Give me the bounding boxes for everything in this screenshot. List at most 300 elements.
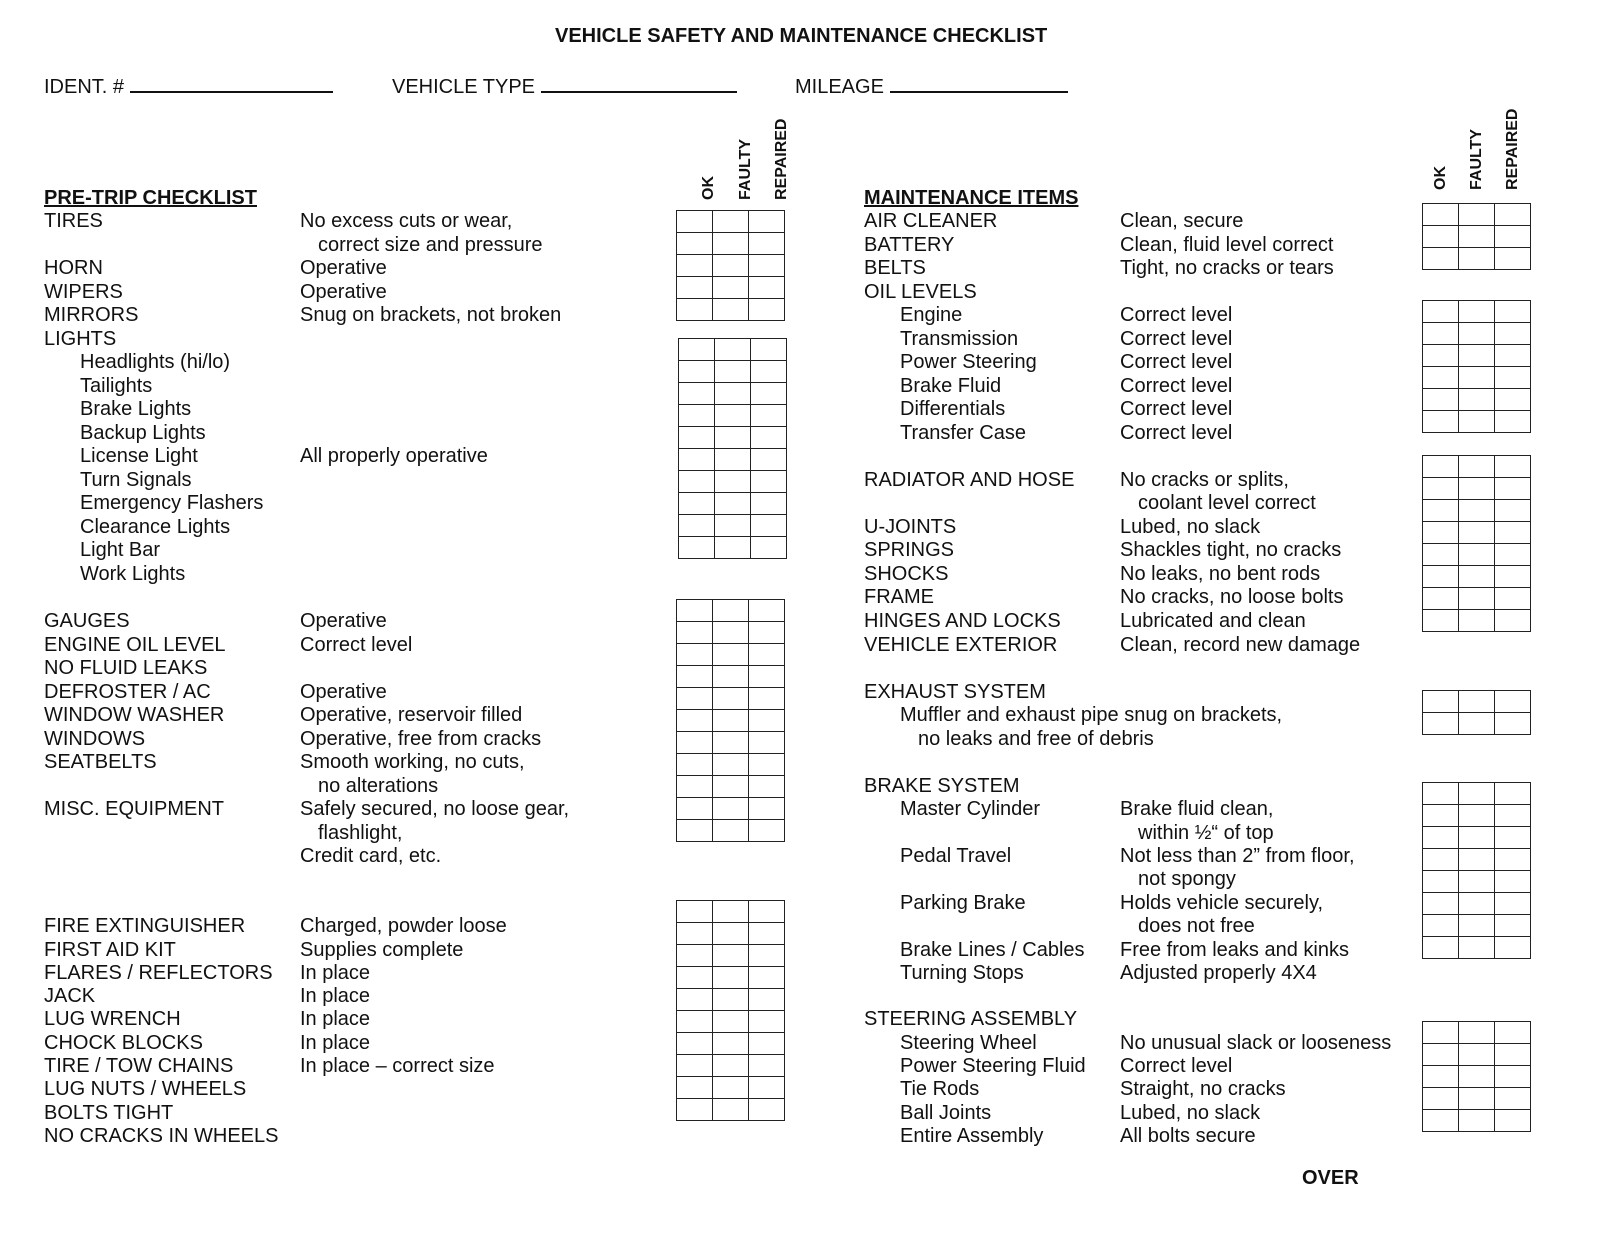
checkbox-repaired[interactable] [1495, 323, 1531, 345]
checkbox-faulty[interactable] [715, 449, 751, 471]
checkbox-row [677, 1011, 785, 1033]
checkbox-repaired[interactable] [1495, 389, 1531, 411]
col-faulty-label: FAULTY [737, 138, 754, 200]
checkbox-repaired[interactable] [749, 1033, 785, 1055]
checkbox-row [1423, 1044, 1531, 1066]
checkbox-faulty[interactable] [1459, 691, 1495, 713]
checkbox-faulty[interactable] [1459, 544, 1495, 566]
checkbox-row [1423, 1022, 1531, 1044]
checkbox-ok[interactable] [679, 405, 715, 427]
col-ok-label: OK [1432, 166, 1449, 190]
item-sublabel: Ball Joints [900, 1102, 992, 1124]
checkbox-row [677, 299, 785, 321]
checkbox-row [679, 449, 787, 471]
checkbox-faulty[interactable] [713, 754, 749, 776]
checkbox-row [1423, 805, 1531, 827]
checkbox-ok[interactable] [1423, 1110, 1459, 1132]
checkbox-repaired[interactable] [1495, 893, 1531, 915]
checkbox-repaired[interactable] [749, 1011, 785, 1033]
item-sublabel: Master Cylinder [900, 798, 1041, 820]
checkbox-ok[interactable] [679, 383, 715, 405]
item-desc: All bolts secure [1120, 1125, 1256, 1147]
checkbox-faulty[interactable] [713, 299, 749, 321]
checkbox-faulty[interactable] [1459, 610, 1495, 632]
checkbox-row [677, 710, 785, 732]
checkbox-faulty[interactable] [713, 798, 749, 820]
checkbox-ok[interactable] [1423, 713, 1459, 735]
mileage-line[interactable] [890, 71, 1068, 93]
checkbox-ok[interactable] [1423, 1066, 1459, 1088]
checkbox-faulty[interactable] [1459, 566, 1495, 588]
checkbox-repaired[interactable] [749, 989, 785, 1011]
checkbox-repaired[interactable] [1495, 915, 1531, 937]
page-title: VEHICLE SAFETY AND MAINTENANCE CHECKLIST [555, 25, 1048, 47]
item-sublabel: Pedal Travel [900, 845, 1012, 867]
checkbox-faulty[interactable] [1459, 226, 1495, 248]
checkbox-ok[interactable] [677, 901, 713, 923]
checkbox-row [1423, 1110, 1531, 1132]
item-desc: Clean, secure [1120, 210, 1244, 232]
checkbox-row [679, 515, 787, 537]
item-label: JACK [44, 985, 96, 1007]
checkbox-faulty[interactable] [1459, 1022, 1495, 1044]
item-desc: Correct level [1120, 328, 1233, 350]
checkbox-faulty[interactable] [715, 515, 751, 537]
checkbox-row [1423, 248, 1531, 270]
checkbox-ok[interactable] [679, 449, 715, 471]
checkbox-ok[interactable] [679, 427, 715, 449]
checkbox-ok[interactable] [1423, 226, 1459, 248]
checkbox-ok[interactable] [1423, 915, 1459, 937]
checkbox-ok[interactable] [1423, 301, 1459, 323]
checkbox-ok[interactable] [677, 688, 713, 710]
mileage-field[interactable] [795, 71, 1068, 99]
item-desc: Adjusted properly 4X4 [1120, 962, 1317, 984]
checkbox-faulty[interactable] [713, 776, 749, 798]
checkbox-ok[interactable] [677, 600, 713, 622]
checkbox-repaired[interactable] [751, 449, 787, 471]
item-desc: No cracks or splits, [1120, 469, 1289, 491]
checkbox-repaired[interactable] [749, 622, 785, 644]
checkbox-ok[interactable] [1423, 323, 1459, 345]
item-label: AIR CLEANER [864, 210, 998, 232]
item-desc: Clean, record new damage [1120, 634, 1361, 656]
checkbox-ok[interactable] [1423, 1022, 1459, 1044]
checkbox-faulty[interactable] [1459, 1044, 1495, 1066]
checkbox-faulty[interactable] [713, 600, 749, 622]
item-desc: no alterations [318, 775, 439, 797]
checkbox-row [1423, 478, 1531, 500]
checkbox-row [677, 776, 785, 798]
checkbox-faulty[interactable] [1459, 478, 1495, 500]
checkbox-repaired[interactable] [749, 754, 785, 776]
checkbox-faulty[interactable] [1459, 849, 1495, 871]
checkbox-row [1423, 915, 1531, 937]
checkbox-ok[interactable] [677, 1011, 713, 1033]
pre-trip-header: PRE-TRIP CHECKLIST [44, 187, 257, 209]
checkbox-row [677, 798, 785, 820]
checkbox-ok[interactable] [1423, 367, 1459, 389]
item-sublabel: Backup Lights [80, 422, 206, 444]
checkbox-repaired[interactable] [1495, 522, 1531, 544]
checkbox-repaired[interactable] [749, 255, 785, 277]
checkbox-faulty[interactable] [713, 1011, 749, 1033]
item-sublabel: Parking Brake [900, 892, 1026, 914]
item-label: ENGINE OIL LEVEL [44, 634, 226, 656]
item-sublabel: Power Steering [900, 351, 1037, 373]
checkbox-ok[interactable] [679, 537, 715, 559]
checkbox-faulty[interactable] [713, 967, 749, 989]
checkbox-ok[interactable] [677, 666, 713, 688]
checkbox-repaired[interactable] [1495, 805, 1531, 827]
checkbox-faulty[interactable] [713, 923, 749, 945]
checkbox-grid [676, 210, 785, 321]
item-label: TIRES [44, 210, 103, 232]
checkbox-ok[interactable] [677, 277, 713, 299]
checkbox-ok[interactable] [1423, 827, 1459, 849]
checkbox-faulty[interactable] [713, 901, 749, 923]
item-label: SEATBELTS [44, 751, 157, 773]
checkbox-ok[interactable] [1423, 411, 1459, 433]
checkbox-faulty[interactable] [1459, 411, 1495, 433]
checkbox-repaired[interactable] [749, 666, 785, 688]
checkbox-row [677, 732, 785, 754]
checkbox-faulty[interactable] [713, 710, 749, 732]
checkbox-faulty[interactable] [1459, 248, 1495, 270]
checkbox-faulty[interactable] [1459, 323, 1495, 345]
checkbox-ok[interactable] [679, 515, 715, 537]
item-desc: Charged, powder loose [300, 915, 507, 937]
checkbox-repaired[interactable] [1495, 713, 1531, 735]
checkbox-repaired[interactable] [1495, 937, 1531, 959]
item-sublabel: Headlights (hi/lo) [80, 351, 231, 373]
item-desc: Supplies complete [300, 939, 464, 961]
checkbox-ok[interactable] [677, 1055, 713, 1077]
checkbox-repaired[interactable] [1495, 1022, 1531, 1044]
col-faulty-label: FAULTY [1468, 128, 1485, 190]
item-sublabel: Clearance Lights [80, 516, 231, 538]
item-desc: Muffler and exhaust pipe snug on brackets, [900, 704, 1283, 726]
checkbox-row [1423, 610, 1531, 632]
checkbox-repaired[interactable] [749, 299, 785, 321]
item-desc: Brake fluid clean, [1120, 798, 1274, 820]
checkbox-faulty[interactable] [713, 1033, 749, 1055]
checkbox-ok[interactable] [1423, 478, 1459, 500]
checkbox-faulty[interactable] [715, 339, 751, 361]
checkbox-ok[interactable] [677, 945, 713, 967]
checkbox-repaired[interactable] [1495, 204, 1531, 226]
checkbox-repaired[interactable] [1495, 610, 1531, 632]
checkbox-repaired[interactable] [751, 493, 787, 515]
item-desc: Correct level [1120, 398, 1233, 420]
checkbox-row [1423, 1066, 1531, 1088]
checkbox-repaired[interactable] [1495, 1066, 1531, 1088]
item-label: SHOCKS [864, 563, 949, 585]
checkbox-ok[interactable] [1423, 248, 1459, 270]
item-desc: Correct level [1120, 304, 1233, 326]
checkbox-row [1423, 544, 1531, 566]
checkbox-repaired[interactable] [1495, 456, 1531, 478]
checkbox-ok[interactable] [1423, 566, 1459, 588]
checkbox-repaired[interactable] [1495, 411, 1531, 433]
checkbox-ok[interactable] [1423, 805, 1459, 827]
checkbox-ok[interactable] [679, 339, 715, 361]
checkbox-repaired[interactable] [749, 233, 785, 255]
checkbox-ok[interactable] [677, 644, 713, 666]
checkbox-repaired[interactable] [1495, 1088, 1531, 1110]
checkbox-repaired[interactable] [751, 383, 787, 405]
checkbox-row [1423, 226, 1531, 248]
checkbox-ok[interactable] [1423, 610, 1459, 632]
checkbox-ok[interactable] [679, 361, 715, 383]
checkbox-faulty[interactable] [1459, 713, 1495, 735]
item-desc: Safely secured, no loose gear, [300, 798, 570, 820]
item-desc: Holds vehicle securely, [1120, 892, 1324, 914]
checkbox-faulty[interactable] [715, 427, 751, 449]
checkbox-repaired[interactable] [751, 515, 787, 537]
checkbox-repaired[interactable] [751, 361, 787, 383]
checkbox-repaired[interactable] [749, 710, 785, 732]
checkbox-row [679, 383, 787, 405]
checkbox-faulty[interactable] [1459, 301, 1495, 323]
checkbox-ok[interactable] [1423, 937, 1459, 959]
checkbox-ok[interactable] [677, 732, 713, 754]
checkbox-ok[interactable] [677, 233, 713, 255]
checkbox-repaired[interactable] [749, 688, 785, 710]
checkbox-ok[interactable] [1423, 345, 1459, 367]
checkbox-repaired[interactable] [751, 405, 787, 427]
item-desc: Operative, reservoir filled [300, 704, 523, 726]
checkbox-repaired[interactable] [749, 798, 785, 820]
checkbox-row [1423, 849, 1531, 871]
checkbox-faulty[interactable] [713, 644, 749, 666]
checkbox-faulty[interactable] [713, 233, 749, 255]
checkbox-repaired[interactable] [749, 967, 785, 989]
checkbox-repaired[interactable] [749, 1055, 785, 1077]
checkbox-repaired[interactable] [1495, 691, 1531, 713]
checkbox-faulty[interactable] [1459, 805, 1495, 827]
checkbox-faulty[interactable] [713, 732, 749, 754]
checkbox-repaired[interactable] [1495, 500, 1531, 522]
checkbox-row [677, 644, 785, 666]
ident-field[interactable] [44, 71, 333, 99]
checkbox-faulty[interactable] [1459, 1110, 1495, 1132]
ident-label: IDENT. # [44, 76, 125, 98]
checkbox-faulty[interactable] [1459, 1066, 1495, 1088]
checkbox-faulty[interactable] [1459, 915, 1495, 937]
checkbox-ok[interactable] [1423, 204, 1459, 226]
checkbox-repaired[interactable] [1495, 301, 1531, 323]
item-label: RADIATOR AND HOSE [864, 469, 1075, 491]
checkbox-ok[interactable] [1423, 1088, 1459, 1110]
item-sublabel: Tailights [80, 375, 153, 397]
checkbox-faulty[interactable] [713, 945, 749, 967]
item-label: LUG WRENCH [44, 1008, 181, 1030]
checkbox-repaired[interactable] [1495, 1044, 1531, 1066]
checkbox-repaired[interactable] [751, 339, 787, 361]
checkbox-row [677, 233, 785, 255]
item-label: WINDOW WASHER [44, 704, 225, 726]
checkbox-ok[interactable] [1423, 500, 1459, 522]
vehicle-type-line[interactable] [541, 71, 737, 93]
checkbox-ok[interactable] [677, 1099, 713, 1121]
checkbox-ok[interactable] [677, 820, 713, 842]
checkbox-faulty[interactable] [713, 1055, 749, 1077]
checkbox-repaired[interactable] [751, 471, 787, 493]
item-desc: No cracks, no loose bolts [1120, 586, 1344, 608]
checkbox-ok[interactable] [677, 923, 713, 945]
checkbox-ok[interactable] [677, 211, 713, 233]
checkbox-row [1423, 204, 1531, 226]
checkbox-repaired[interactable] [749, 732, 785, 754]
item-desc: no leaks and free of debris [918, 728, 1154, 750]
checkbox-ok[interactable] [1423, 783, 1459, 805]
checkbox-ok[interactable] [677, 255, 713, 277]
checkbox-ok[interactable] [1423, 389, 1459, 411]
item-label: FLARES / REFLECTORS [44, 962, 273, 984]
item-desc: Credit card, etc. [300, 845, 442, 867]
checkbox-ok[interactable] [677, 967, 713, 989]
checkbox-ok[interactable] [677, 989, 713, 1011]
checkbox-repaired[interactable] [749, 1077, 785, 1099]
checkbox-faulty[interactable] [713, 211, 749, 233]
checkbox-repaired[interactable] [749, 923, 785, 945]
checkbox-faulty[interactable] [1459, 456, 1495, 478]
checkbox-repaired[interactable] [1495, 478, 1531, 500]
checkbox-faulty[interactable] [1459, 1088, 1495, 1110]
checkbox-faulty[interactable] [1459, 588, 1495, 610]
checkbox-repaired[interactable] [1495, 367, 1531, 389]
item-label: DEFROSTER / AC [44, 681, 211, 703]
checkbox-row [1423, 713, 1531, 735]
item-desc: Clean, fluid level correct [1120, 234, 1334, 256]
checkbox-repaired[interactable] [751, 427, 787, 449]
checkbox-faulty[interactable] [1459, 937, 1495, 959]
checkbox-faulty[interactable] [1459, 389, 1495, 411]
checkbox-faulty[interactable] [715, 383, 751, 405]
checkbox-row [677, 1055, 785, 1077]
checkbox-faulty[interactable] [715, 493, 751, 515]
checkbox-repaired[interactable] [749, 211, 785, 233]
checkbox-repaired[interactable] [749, 644, 785, 666]
checkbox-repaired[interactable] [1495, 544, 1531, 566]
checkbox-repaired[interactable] [1495, 783, 1531, 805]
checkbox-repaired[interactable] [1495, 588, 1531, 610]
checkbox-row [1423, 389, 1531, 411]
checkbox-faulty[interactable] [1459, 345, 1495, 367]
checkbox-ok[interactable] [1423, 849, 1459, 871]
checkbox-ok[interactable] [677, 798, 713, 820]
checkbox-repaired[interactable] [1495, 226, 1531, 248]
checkbox-repaired[interactable] [749, 1099, 785, 1121]
checkbox-faulty[interactable] [713, 666, 749, 688]
checkbox-repaired[interactable] [1495, 248, 1531, 270]
item-desc: In place – correct size [300, 1055, 495, 1077]
checkbox-ok[interactable] [679, 493, 715, 515]
checkbox-ok[interactable] [1423, 522, 1459, 544]
checkbox-ok[interactable] [1423, 544, 1459, 566]
checkbox-grid [1422, 690, 1531, 735]
checkbox-faulty[interactable] [713, 688, 749, 710]
checkbox-ok[interactable] [1423, 588, 1459, 610]
checkbox-faulty[interactable] [1459, 204, 1495, 226]
item-desc: Lubed, no slack [1120, 516, 1261, 538]
checkbox-repaired[interactable] [1495, 566, 1531, 588]
checkbox-ok[interactable] [677, 1033, 713, 1055]
item-sublabel: Work Lights [80, 563, 186, 585]
checkbox-faulty[interactable] [1459, 500, 1495, 522]
checkbox-repaired[interactable] [749, 600, 785, 622]
checkbox-faulty[interactable] [713, 255, 749, 277]
checkbox-faulty[interactable] [713, 820, 749, 842]
checkbox-repaired[interactable] [749, 820, 785, 842]
checkbox-ok[interactable] [677, 299, 713, 321]
checkbox-faulty[interactable] [1459, 783, 1495, 805]
checkbox-ok[interactable] [1423, 871, 1459, 893]
checkbox-repaired[interactable] [1495, 871, 1531, 893]
checkbox-faulty[interactable] [1459, 893, 1495, 915]
item-desc: correct size and pressure [318, 234, 543, 256]
checkbox-faulty[interactable] [715, 537, 751, 559]
item-label: HORN [44, 257, 103, 279]
item-desc: No excess cuts or wear, [300, 210, 513, 232]
checkbox-faulty[interactable] [1459, 871, 1495, 893]
checkbox-ok[interactable] [677, 622, 713, 644]
checkbox-repaired[interactable] [1495, 827, 1531, 849]
checkbox-ok[interactable] [679, 471, 715, 493]
checkbox-faulty[interactable] [715, 405, 751, 427]
item-desc: No leaks, no bent rods [1120, 563, 1321, 585]
checkbox-repaired[interactable] [1495, 1110, 1531, 1132]
item-label: LIGHTS [44, 328, 117, 350]
checkbox-faulty[interactable] [715, 471, 751, 493]
checkbox-faulty[interactable] [713, 989, 749, 1011]
checkbox-ok[interactable] [677, 776, 713, 798]
checkbox-repaired[interactable] [749, 901, 785, 923]
checkbox-faulty[interactable] [715, 361, 751, 383]
checkbox-ok[interactable] [1423, 456, 1459, 478]
checkbox-row [1423, 1088, 1531, 1110]
checkbox-row [1423, 411, 1531, 433]
checkbox-faulty[interactable] [1459, 367, 1495, 389]
col-repaired-label: REPAIRED [773, 118, 790, 200]
checkbox-faulty[interactable] [1459, 522, 1495, 544]
item-desc: Operative [300, 610, 387, 632]
checkbox-repaired[interactable] [1495, 345, 1531, 367]
checkbox-ok[interactable] [677, 1077, 713, 1099]
checkbox-faulty[interactable] [713, 277, 749, 299]
checkbox-faulty[interactable] [1459, 827, 1495, 849]
checkbox-ok[interactable] [677, 754, 713, 776]
item-label: CHOCK BLOCKS [44, 1032, 203, 1054]
checkbox-ok[interactable] [1423, 691, 1459, 713]
checkbox-repaired[interactable] [749, 277, 785, 299]
checkbox-repaired[interactable] [751, 537, 787, 559]
vehicle-type-field[interactable] [392, 71, 737, 99]
checkbox-faulty[interactable] [713, 1077, 749, 1099]
checkbox-repaired[interactable] [1495, 849, 1531, 871]
checkbox-repaired[interactable] [749, 776, 785, 798]
checkbox-faulty[interactable] [713, 1099, 749, 1121]
checkbox-grid [1422, 203, 1531, 270]
checkbox-faulty[interactable] [713, 622, 749, 644]
checkbox-ok[interactable] [1423, 1044, 1459, 1066]
checkbox-repaired[interactable] [749, 945, 785, 967]
checkbox-ok[interactable] [1423, 893, 1459, 915]
ident-line[interactable] [130, 71, 333, 93]
checkbox-ok[interactable] [677, 710, 713, 732]
checkbox-row [679, 405, 787, 427]
